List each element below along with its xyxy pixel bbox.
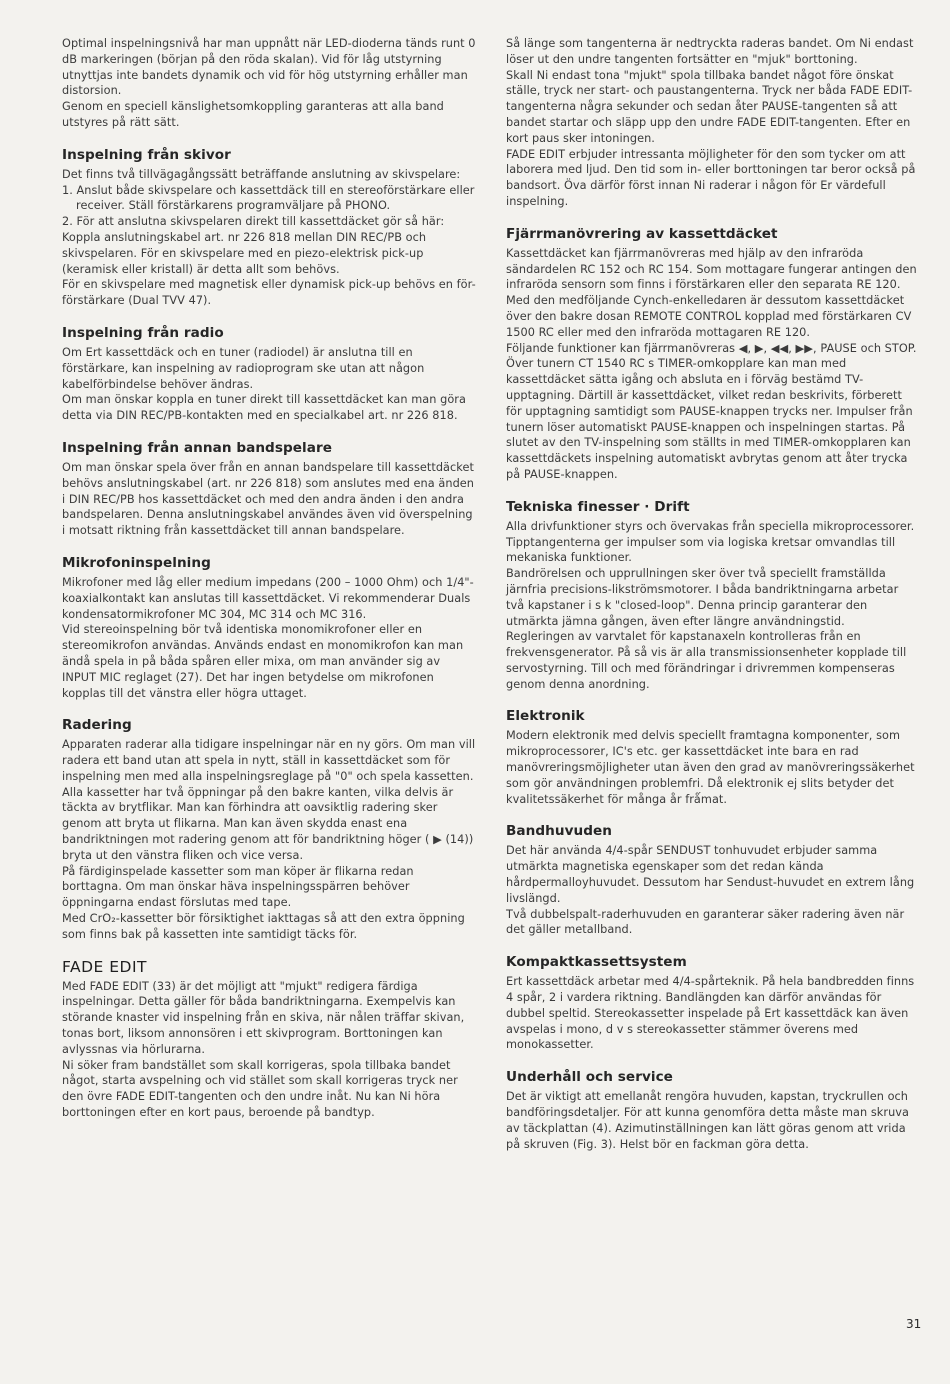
paragraph: FADE EDIT erbjuder intressanta möjligheter för den som tycker om att laborera med ljud. Den tid som in- eller borttoningen tar beror också på bandsort. Öva därför först innan Ni raderar i någon för Er värdefull inspelning. xyxy=(506,147,916,208)
heading-elektronik: Elektronik xyxy=(506,708,585,725)
paragraph: Koppla anslutningskabel art. nr 226 818 mellan DIN REC/PB och skivspelaren. För en skivspelare med en piezo-elektrisk pick-up (keramisk eller kristall) är detta allt som behövs. xyxy=(62,230,427,276)
paragraph: Optimal inspelningsnivå har man uppnått när LED-dioderna tänds runt 0 dB markeringen (början på den röda skalan). Vid för låg utstyrning utnyttjas inte bandets dynamik och vid för hög utstyrning erhåller man distorsion. xyxy=(62,37,476,98)
heading-fade-edit: FADE EDIT xyxy=(62,957,148,976)
paragraph: Så länge som tangenterna är nedtryckta raderas bandet. Om Ni endast löser ut den undre tangenten fortsätter en "mjuk" borttoning. xyxy=(506,37,914,66)
list-item: 2. För att anslutna skivspelaren direkt till kassettdäcket gör så här: xyxy=(62,215,445,229)
paragraph: Kassettdäcket kan fjärrmanövreras med hjälp av den infraröda sändardelen RC 152 och RC 154. Som mottagare fungerar antingen den infraröda sensorn som finns i förstärkaren eller den separata RE 120. xyxy=(506,246,917,292)
paragraph: För en skivspelare med magnetisk eller dynamisk pick-up behövs en för-förstärkare (Dual TVV 47). xyxy=(62,278,476,308)
right-column xyxy=(506,36,920,1152)
paragraph: Vid stereoinspelning bör två identiska monomikrofoner eller en stereomikrofon användas. Används endast en monomikrofon kan man ändå spela in på båda spåren eller mixa, om man använder sig av INPUT MIC reglaget (27). Det har ingen betydelse om mikrofonen kopplas till det vänstra eller högra uttaget. xyxy=(62,623,464,700)
paragraph: Om Ert kassettdäck och en tuner (radiodel) är anslutna till en förstärkare, kan inspelning av radioprogram ske utan att någon kabelförbindelse behöver ändras. xyxy=(62,345,425,391)
paragraph: Bandrörelsen och upprullningen sker över två speciellt framställda järnfria precisions-likströmsmotorer. I båda bandriktningarna arbetar två kapstaner i s k "closed-loop". Denna princip garanterar den utmärkta jämna gången, även efter längre användningstid. xyxy=(506,567,899,628)
left-column xyxy=(62,36,476,1121)
heading-skivor: Inspelning från skivor xyxy=(62,146,231,163)
heading-bandhuvuden: Bandhuvuden xyxy=(506,823,613,840)
paragraph: Över tunern CT 1540 RC s TIMER-omkopplare kan man med kassettdäcket sätta igång och absluta en i förväg bestämd TV-upptagning. Därtill är kassettdäcket, vilket redan beskrivits, förberett för upptagning samtidigt som PAUSE-knappen trycks ner. Impulser från tunern löser automatiskt PAUSE-knappen och inspelningen startas. På slutet av den TV-inspelning som ställts in med TIMER-omkopplaren kan kassettdäckets inspelning automatiskt avbrytas genom att åter trycka på PAUSE-knappen. xyxy=(506,357,913,481)
paragraph: Om man önskar koppla en tuner direkt till kassettdäcket kan man göra detta via DIN REC/PB-kontakten med en specialkabel art. nr 226 818. xyxy=(62,393,466,423)
paragraph: Med CrO₂-kassetter bör försiktighet iakttagas så att den extra öppning som finns bak på kassetten inte samtidigt täcks för. xyxy=(62,912,465,941)
paragraph: Med FADE EDIT (33) är det möjligt att "mjukt" redigera färdiga inspelningar. Detta gäller för båda bandriktningarna. Exempelvis kan störande knaster vid inspelning från en skiva, när nålen träffar skivan, tonas bort, liksom annonsören i ett skivprogram. Borttoningen kan avlyssnas via hörlurarna. xyxy=(62,979,465,1056)
heading-bandspelare: Inspelning från annan bandspelare xyxy=(62,439,332,456)
paragraph: Det här använda 4/4-spår SENDUST tonhuvudet erbjuder samma utmärkta magnetiska egenskaper som det redan kända hårdpermalloyhuvudet. Dessutom har Sendust-huvudet en extrem lång livslängd. xyxy=(506,844,915,905)
paragraph: Följande funktioner kan fjärrmanövreras ◀, ▶, ◀◀, ▶▶, PAUSE och STOP. xyxy=(506,341,917,355)
paragraph: Det finns två tillvägagångssätt beträffande anslutning av skivspelare: xyxy=(62,167,461,181)
paragraph: På färdiginspelade kassetter som man köper är flikarna redan borttagna. Om man önskar häva inspelningsspärren behöver öppningarna endast förslutas med tape. xyxy=(62,864,414,910)
paragraph: Alla kassetter har två öppningar på den bakre kanten, vilka delvis är täckta av brytflikar. Man kan förhindra att oavsiktlig radering sker genom att bryta ut flikarna. Man kan även skydda enast ena bandriktningen mot radering genom att för bandriktning höger ( ▶ (14)) bryta ut den vänstra fliken och vice versa. xyxy=(62,785,474,862)
paragraph: Med den medföljande Cynch-enkelledaren är dessutom kassettdäcket över den bakre dosan REMOTE CONTROL kopplad med förstärkaren CV 1500 RC eller med den infraröda mottagaren RE 120. xyxy=(506,294,912,339)
paragraph: Ert kassettdäck arbetar med 4/4-spårteknik. På hela bandbredden finns 4 spår, 2 i vardera riktning. Bandlängden kan därför användas för dubbel speltid. Stereokassetter inspelade på Ert kassettdäck kan även avspelas i mono, d v s stereokassetter stämmer överens med monokassetter. xyxy=(506,975,915,1052)
paragraph: Skall Ni endast tona "mjukt" spola tillbaka bandet något före önskat ställe, tryck ner start- och paustangenterna. Tryck ner båda FADE EDIT-tangenterna några sekunder och sedan åter PAUSE-tangenten så att bandet startar och släpp upp den undre FADE EDIT-tangenten. Efter en kort paus sker intoningen. xyxy=(506,68,913,145)
paragraph: Modern elektronik med delvis speciellt framtagna komponenter, som mikroprocessorer, IC's etc. ger kassettdäcket inte bara en rad manövreringsmöjligheter utan även den grad av manövreringssäkerhet som gör användningen problemfri. Då elektronik ej slits betyder det kvalitetssäkerhet för många år frǻmat. xyxy=(506,729,915,806)
heading-fjarr: Fjärrmanövrering av kassettdäcket xyxy=(506,225,778,242)
page-number: 31 xyxy=(906,1317,922,1331)
list-item: 1. Anslut både skivspelare och kassettdäck till en stereoförstärkare eller receiver. Ställ förstärkarens programväljare på PHONO. xyxy=(62,183,475,213)
paragraph: Genom en speciell känslighetsomkoppling garanteras att alla band utstyres på rätt sätt. xyxy=(62,100,444,129)
paragraph: Två dubbelspalt-raderhuvuden en garanterar säker radering även när det gäller metallband. xyxy=(506,907,905,937)
paragraph: Mikrofoner med låg eller medium impedans (200 – 1000 Ohm) och 1/4"-koaxialkontakt kan anslutas till kassettdäcket. Vi rekommenderar Duals kondensatormikrofoner MC 304, MC 314 och MC 316. xyxy=(62,575,474,621)
heading-kompakt: Kompaktkassettsystem xyxy=(506,954,687,971)
paragraph: Det är viktigt att emellanåt rengöra huvuden, kapstan, tryckrullen och bandföringsdetaljer. För att kunna genomföra detta måste man skruva av täckplattan (4). Azimutinställningen kan lätt göras genom att vrida på skruven (Fig. 3). Helst bör en fackman göra detta. xyxy=(506,1090,909,1151)
heading-underhall: Underhåll och service xyxy=(506,1069,673,1086)
heading-tekniska: Tekniska finesser · Drift xyxy=(506,498,690,515)
heading-mikrofon: Mikrofoninspelning xyxy=(62,554,211,571)
paragraph: Apparaten raderar alla tidigare inspelningar när en ny görs. Om man vill radera ett band utan att spela in nytt, ställ in kassettdäcket som för inspelning men med alla inspelningsreglage på "0" och spela kassetten. xyxy=(62,738,476,783)
heading-radering: Radering xyxy=(62,717,132,734)
heading-radio: Inspelning från radio xyxy=(62,324,224,341)
paragraph: Ni söker fram bandstället som skall korrigeras, spola tillbaka bandet något, starta avspelning och vid stället som skall korrigeras tryck ner den övre FADE EDIT-tangenten och den undre inåt. Nu kan Ni höra borttoningen efter en kort paus, beroende på bandtyp. xyxy=(62,1058,458,1120)
paragraph: Om man önskar spela över från en annan bandspelare till kassettdäcket behövs anslutningskabel (art. nr 226 818) som anslutes med ena änden i DIN REC/PB hos kassettdäcket och med den andra änden i den andra bandspelaren. Denna anslutningskabel användes även vid överspelning i motsatt riktning från kassettdäcket till annan bandspelare. xyxy=(62,460,474,538)
paragraph: Alla drivfunktioner styrs och övervakas från speciella mikroprocessorer. Tipptangenterna ger impulser som via logiska kretsar omvandlas till mekaniska funktioner. xyxy=(506,519,915,565)
paragraph: Regleringen av varvtalet för kapstanaxeln kontrolleras från en frekvensgenerator. På så vis är alla transmissionsenheter kopplade till servostyrning. Till och med förändringar i drivremmen kompenseras genom denna anordning. xyxy=(506,630,907,691)
